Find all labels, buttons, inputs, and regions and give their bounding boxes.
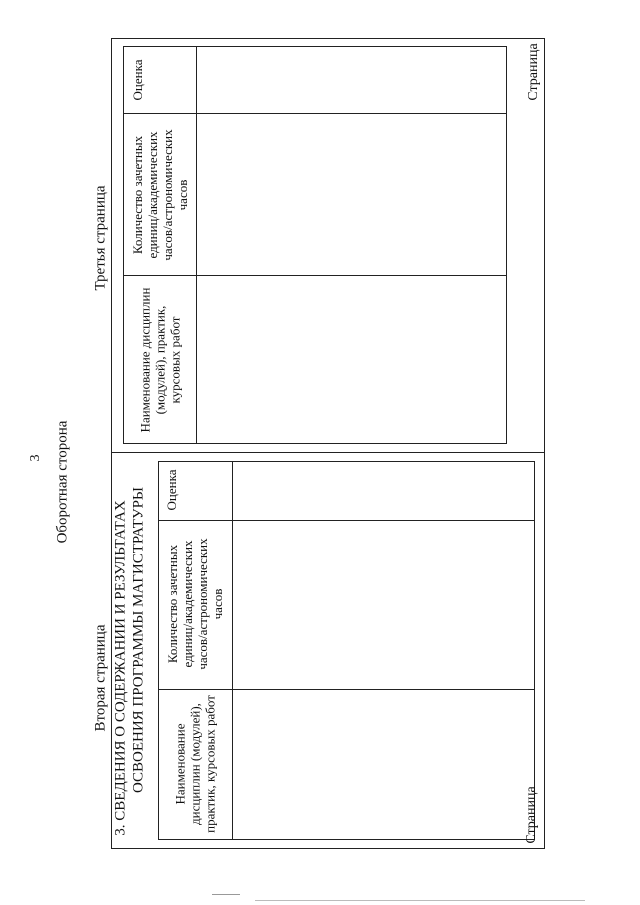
scan-mark	[255, 900, 585, 901]
left-table-col-line-1	[158, 689, 535, 690]
section-title-line2: ОСВОЕНИЯ ПРОГРАММЫ МАГИСТРАТУРЫ	[130, 486, 147, 794]
left-table-header-line	[232, 461, 233, 840]
right-table-header-line	[196, 46, 197, 444]
left-page-footer: Страница	[524, 786, 539, 844]
page-number: 3	[28, 454, 43, 462]
page-divider	[111, 452, 545, 453]
side-label: Оборотная сторона	[54, 420, 71, 544]
scan-mark	[212, 894, 240, 895]
right-col-grade: Оценка	[130, 59, 145, 101]
right-col-name: Наименование дисциплин (модулей), практик, курсовых работ	[137, 287, 183, 433]
left-page-caption: Вторая страница	[92, 624, 109, 732]
right-page-footer: Страница	[526, 43, 541, 101]
right-col-credits: Количество зачетных единиц/академических часов/астрономических часов	[130, 129, 190, 261]
left-col-grade: Оценка	[164, 469, 179, 511]
right-page-caption: Третья страница	[92, 185, 109, 291]
left-table-col-line-2	[158, 520, 535, 521]
section-title-line1: 3. СВЕДЕНИЯ О СОДЕРЖАНИИ И РЕЗУЛЬТАТАХ	[112, 500, 129, 836]
left-col-credits: Количество зачетных единиц/академических часов/астрономических часов	[165, 538, 225, 670]
right-table-col-line-2	[123, 113, 507, 114]
right-table-col-line-1	[123, 275, 507, 276]
left-col-name: Наименование дисциплин (модулей), практик, курсовых работ	[172, 695, 218, 833]
